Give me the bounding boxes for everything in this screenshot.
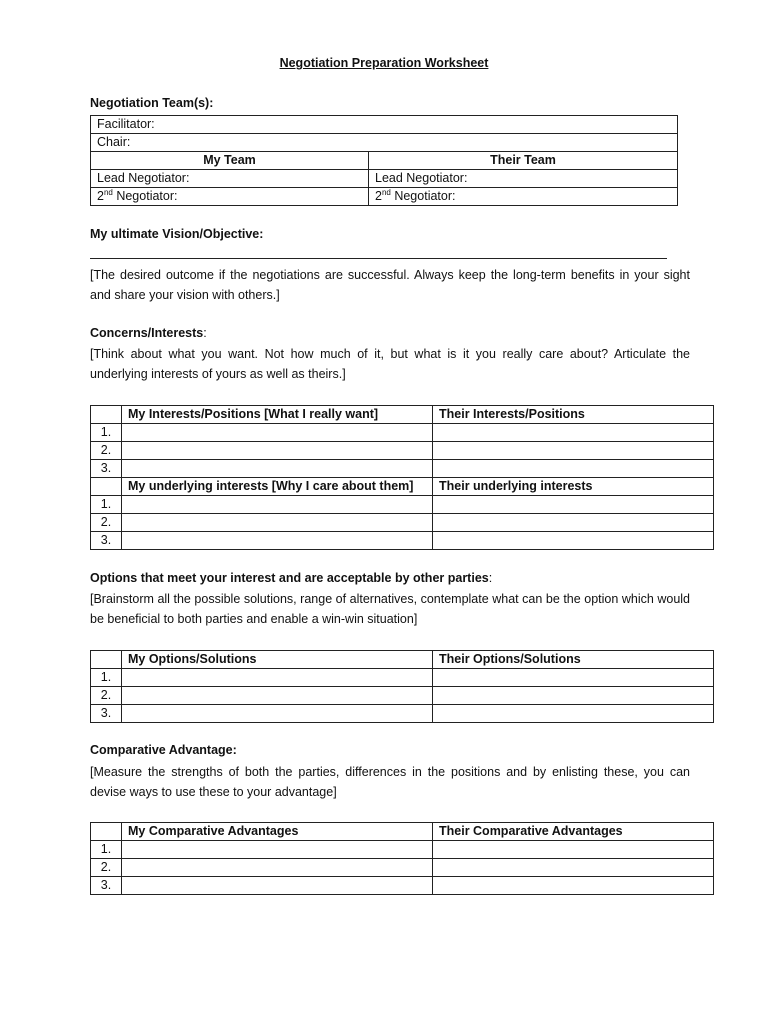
row-number: 3. <box>91 532 122 550</box>
my-advantage-cell[interactable] <box>122 877 433 895</box>
their-advantage-cell[interactable] <box>433 877 714 895</box>
their-interest-cell[interactable] <box>433 442 714 460</box>
vision-heading: My ultimate Vision/Objective: <box>90 227 264 241</box>
ordinal-suffix: nd <box>381 187 391 197</box>
options-description: [Brainstorm all the possible solutions, range of alternatives, contemplate what can be the option which would be beneficial to both parties and enable a win-win situation] <box>90 592 690 626</box>
corner-cell <box>91 406 122 424</box>
options-colon: : <box>488 571 493 585</box>
corner-cell <box>91 478 122 496</box>
my-option-cell[interactable] <box>122 669 433 687</box>
options-table <box>90 650 714 723</box>
vision-description: [The desired outcome if the negotiations are successful. Always keep the long-term benefits in your sight and share your vision with others.] <box>90 268 690 302</box>
facilitator-field[interactable]: Facilitator: <box>91 116 678 134</box>
advantage-table <box>90 822 714 895</box>
row-number: 1. <box>91 669 122 687</box>
advantage-heading: Comparative Advantage: <box>90 743 237 757</box>
their-advantages-header: Their Comparative Advantages <box>433 823 714 841</box>
their-option-cell[interactable] <box>433 669 714 687</box>
their-interests-header: Their Interests/Positions <box>433 406 714 424</box>
their-lead-negotiator-field[interactable]: Lead Negotiator: <box>369 170 678 188</box>
my-lead-negotiator-field[interactable]: Lead Negotiator: <box>91 170 369 188</box>
their-team-header: Their Team <box>369 152 678 170</box>
their-interest-cell[interactable] <box>433 460 714 478</box>
my-advantage-cell[interactable] <box>122 841 433 859</box>
vision-answer-line[interactable] <box>90 258 667 259</box>
corner-cell <box>91 823 122 841</box>
their-second-negotiator-field[interactable] <box>369 188 678 206</box>
options-heading <box>90 571 492 585</box>
my-second-negotiator-field[interactable] <box>91 188 369 206</box>
my-interest-cell[interactable] <box>122 442 433 460</box>
row-number: 2. <box>91 859 122 877</box>
their-options-header: Their Options/Solutions <box>433 651 714 669</box>
my-underlying-cell[interactable] <box>122 514 433 532</box>
their-advantage-cell[interactable] <box>433 841 714 859</box>
row-number: 1. <box>91 424 122 442</box>
advantage-description: [Measure the strengths of both the parties, differences in the positions and by enlisting these, you can devise ways to use these to your advantage] <box>90 765 690 799</box>
their-underlying-cell[interactable] <box>433 532 714 550</box>
concerns-heading-text: Concerns/Interests <box>90 326 204 340</box>
row-number: 2. <box>91 687 122 705</box>
my-team-header: My Team <box>91 152 369 170</box>
row-number: 3. <box>91 705 122 723</box>
my-underlying-cell[interactable] <box>122 496 433 514</box>
row-number: 1. <box>91 496 122 514</box>
ordinal-number: 2 <box>375 189 382 203</box>
my-interest-cell[interactable] <box>122 424 433 442</box>
row-number: 2. <box>91 514 122 532</box>
interests-table <box>90 405 714 550</box>
their-underlying-cell[interactable] <box>433 496 714 514</box>
their-option-cell[interactable] <box>433 687 714 705</box>
my-underlying-header: My underlying interests [Why I care about them] <box>122 478 433 496</box>
my-interest-cell[interactable] <box>122 460 433 478</box>
my-interests-header: My Interests/Positions [What I really want] <box>122 406 433 424</box>
chair-field[interactable]: Chair: <box>91 134 678 152</box>
their-advantage-cell[interactable] <box>433 859 714 877</box>
page-title: Negotiation Preparation Worksheet <box>279 56 489 70</box>
concerns-description: [Think about what you want. Not how much of it, but what is it you really care about? Articulate the underlying interests of yours as well as theirs.] <box>90 347 690 381</box>
ordinal-number: 2 <box>97 189 104 203</box>
row-number: 3. <box>91 460 122 478</box>
concerns-heading <box>90 326 207 340</box>
negotiator-label: Negotiator: <box>112 189 178 203</box>
row-number: 2. <box>91 442 122 460</box>
my-option-cell[interactable] <box>122 705 433 723</box>
my-options-header: My Options/Solutions <box>122 651 433 669</box>
concerns-colon: : <box>203 326 207 340</box>
negotiator-label: Negotiator: <box>390 189 456 203</box>
my-underlying-cell[interactable] <box>122 532 433 550</box>
my-advantages-header: My Comparative Advantages <box>122 823 433 841</box>
team-table <box>90 115 678 206</box>
their-option-cell[interactable] <box>433 705 714 723</box>
corner-cell <box>91 651 122 669</box>
my-advantage-cell[interactable] <box>122 859 433 877</box>
their-underlying-cell[interactable] <box>433 514 714 532</box>
my-option-cell[interactable] <box>122 687 433 705</box>
row-number: 1. <box>91 841 122 859</box>
options-heading-text: Options that meet your interest and are acceptable by other parties <box>90 571 489 585</box>
team-heading: Negotiation Team(s): <box>90 96 214 110</box>
their-interest-cell[interactable] <box>433 424 714 442</box>
row-number: 3. <box>91 877 122 895</box>
ordinal-suffix: nd <box>103 187 113 197</box>
their-underlying-header: Their underlying interests <box>433 478 714 496</box>
